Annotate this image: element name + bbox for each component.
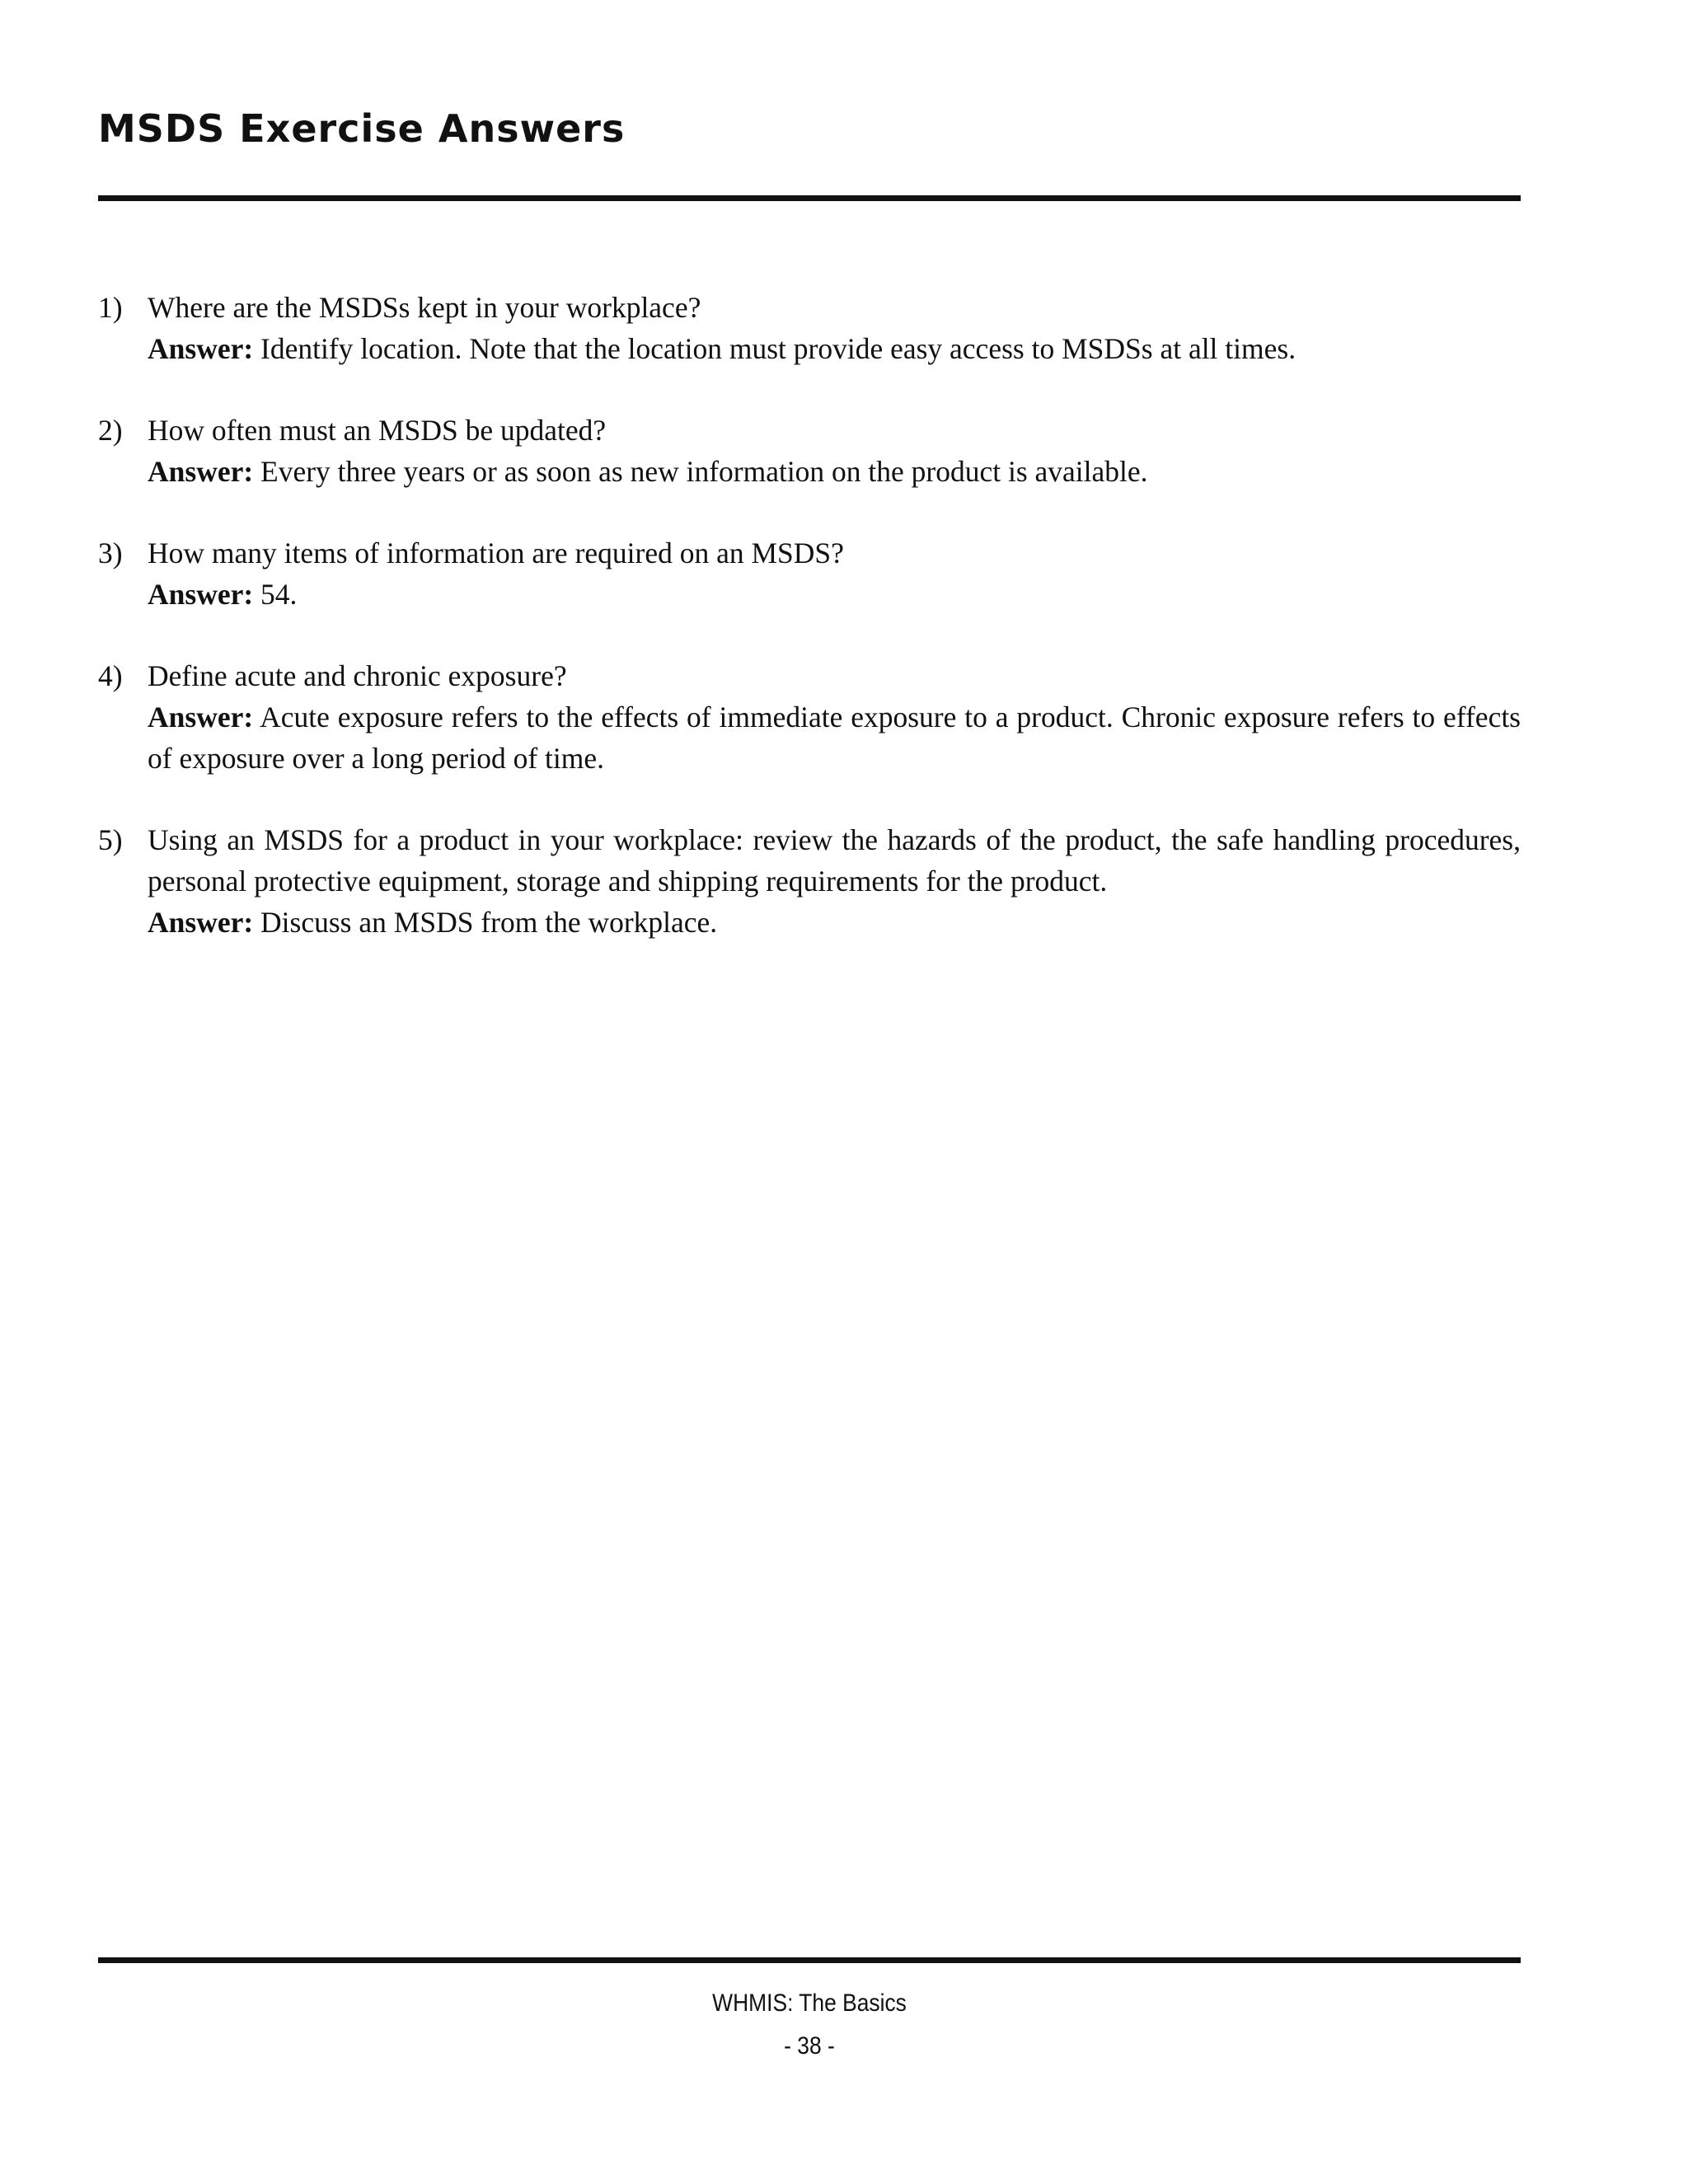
page-title: MSDS Exercise Answers (98, 106, 626, 151)
page-number: - 38 - (784, 2032, 835, 2060)
answer-line (148, 328, 1521, 369)
question-text: How many items of information are required on an MSDS? (148, 537, 844, 569)
answer-text: Every three years or as soon as new information on the product is available. (260, 455, 1148, 488)
answer-text: Discuss an MSDS from the workplace. (260, 906, 718, 939)
question-item-4 (98, 655, 1521, 779)
question-number: 1) (98, 291, 123, 324)
question-text: How often must an MSDS be updated? (148, 414, 607, 447)
question-item-2 (98, 410, 1521, 492)
question-number: 3) (98, 537, 123, 569)
question-item-3 (98, 532, 1521, 615)
question-number: 2) (98, 414, 123, 447)
answer-text: 54. (260, 578, 298, 611)
question-text: Where are the MSDSs kept in your workplace? (148, 291, 701, 324)
answer-label: Answer: (148, 701, 254, 733)
question-text: Define acute and chronic exposure? (148, 659, 567, 692)
answer-label: Answer: (148, 332, 254, 365)
header-rule (98, 195, 1521, 201)
footer-rule (98, 1957, 1521, 1963)
answer-text: Acute exposure refers to the effects of immediate exposure to a product. Chronic exposure refers to effects of exposure over a long period of time. (148, 701, 1522, 775)
question-item-5 (98, 819, 1521, 943)
question-number: 4) (98, 659, 123, 692)
footer-title: WHMIS: The Basics (712, 1990, 907, 2017)
question-item-1 (98, 287, 1521, 369)
question-text: Using an MSDS for a product in your workplace: review the hazards of the product, the safe handling procedures, personal protective equipment, storage and shipping requirements for the product. (148, 823, 1521, 898)
answer-label: Answer: (148, 578, 254, 611)
answer-line (148, 574, 1521, 615)
question-number: 5) (98, 823, 123, 856)
answer-line (148, 902, 1521, 943)
answer-text: Identify location. Note that the location must provide easy access to MSDSs at all times. (260, 332, 1296, 365)
answer-label: Answer: (148, 906, 254, 939)
answer-label: Answer: (148, 455, 254, 488)
question-list (98, 287, 1521, 983)
answer-line (148, 696, 1521, 779)
answer-line (148, 451, 1521, 492)
